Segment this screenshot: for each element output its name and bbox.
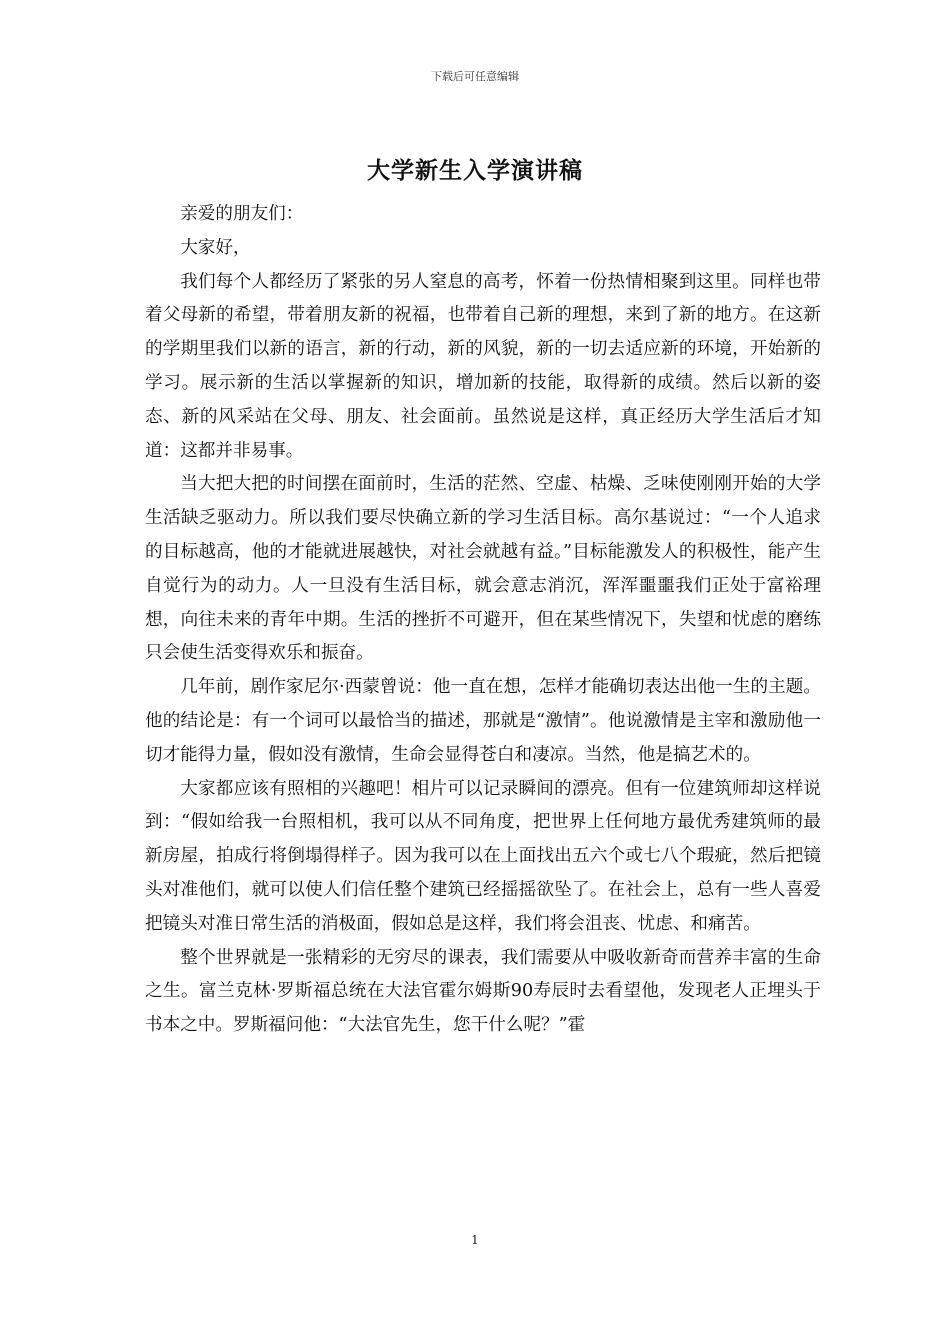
salutation: 亲爱的朋友们： bbox=[180, 204, 304, 224]
header-note: 下载后可任意编辑 bbox=[431, 70, 519, 83]
paragraph: 我们每个人都经历了紧张的另人窒息的高考，怀着一份热情相聚到这里。同样也带着父母新的希望，带着朋友新的祝福，也带着自己新的理想，来到了新的地方。在这新的学期里我们以新的语言，新的行动，新的风貌，新的一切去适应新的环境，开始新的学习。展示新的生活以掌握新的知识，增加新的技能，取得新的成绩。然后以新的姿态、新的风采站在父母、朋友、社会面前。虽然说是这样，真正经历大学生活后才知道：这都并非易事。 bbox=[145, 271, 821, 461]
body-text bbox=[145, 198, 821, 1043]
paragraph: 当大把大把的时间摆在面前时，生活的茫然、空虚、枯燥、乏味使刚刚开始的大学生活缺乏驱动力。所以我们要尽快确立新的学习生活目标。高尔基说过：“一个人追求的目标越高，他的才能就进展越快，对社会就越有益。”目标能激发人的积极性，能产生自觉行为的动力。人一旦没有生活目标，就会意志消沉，浑浑噩噩我们正处于富裕理想，向往未来的青年中期。生活的挫折不可避开，但在某些情况下，失望和忧虑的磨练只会使生活变得欢乐和振奋。 bbox=[145, 474, 821, 664]
document-title: 大学新生入学演讲稿 bbox=[367, 157, 583, 184]
paragraph: 整个世界就是一张精彩的无穷尽的课表，我们需要从中吸收新奇而营养丰富的生命之生。富兰克林·罗斯福总统在大法官霍尔姆斯90寿辰时去看望他，发现老人正埋头于书本之中。罗斯福问他：“大法官先生，您干什么呢？”霍 bbox=[145, 947, 821, 1036]
page-number: 1 bbox=[471, 1233, 479, 1247]
paragraph: 大家都应该有照相的兴趣吧！相片可以记录瞬间的漂亮。但有一位建筑师却这样说到：“假如给我一台照相机，我可以从不同角度，把世界上任何地方最优秀建筑师的最新房屋，拍成行将倒塌得样子。因为我可以在上面找出五六个或七八个瑕疵，然后把镜头对准他们，就可以使人们信任整个建筑已经摇摇欲坠了。在社会上，总有一些人喜爱把镜头对准日常生活的消极面，假如总是这样，我们将会沮丧、忧虑、和痛苦。 bbox=[145, 778, 821, 934]
paragraph: 几年前，剧作家尼尔·西蒙曾说：他一直在想，怎样才能确切表达出他一生的主题。他的结论是：有一个词可以最恰当的描述，那就是“激情”。他说激情是主宰和激励他一切才能得力量，假如没有激情，生命会显得苍白和凄凉。当然，他是搞艺术的。 bbox=[145, 677, 821, 765]
greeting: 大家好， bbox=[180, 237, 251, 258]
